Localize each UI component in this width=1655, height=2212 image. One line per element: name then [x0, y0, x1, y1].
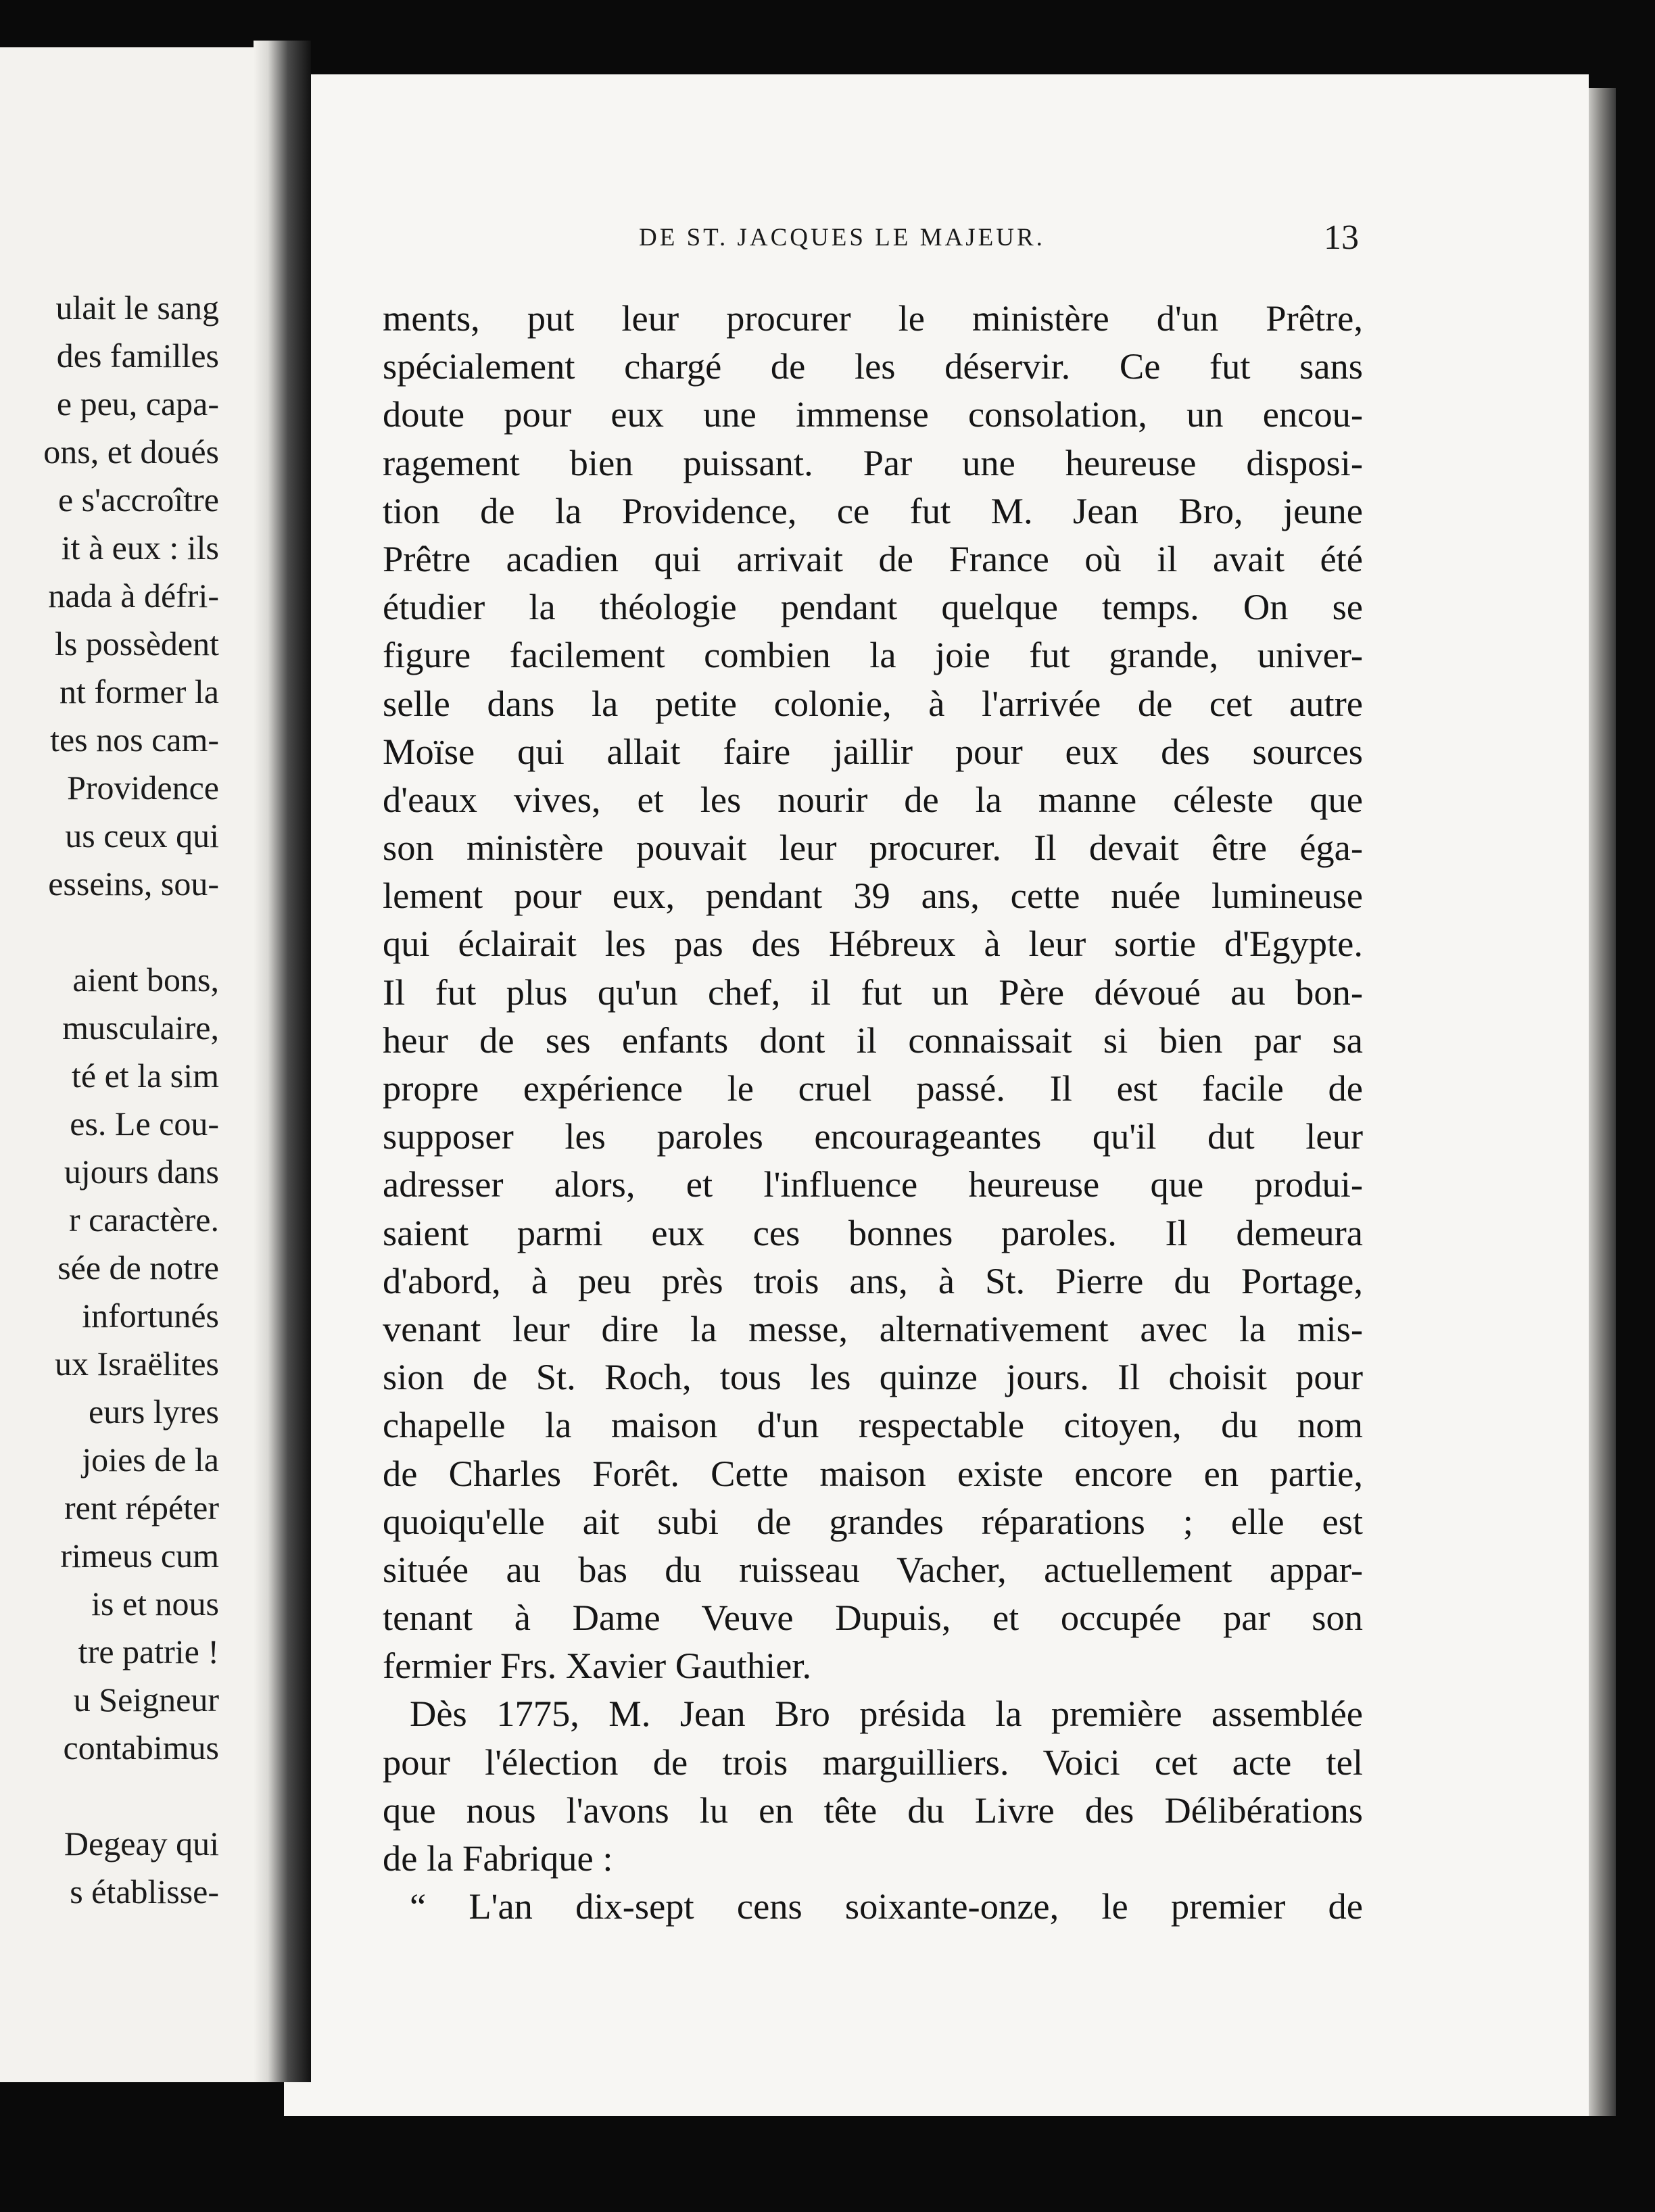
text-line: spécialement chargé de les déservir. Ce fut sans — [383, 345, 1363, 387]
text-line: de la Fabrique : — [383, 1837, 613, 1879]
text-line: son ministère pouvait leur procurer. Il devait être éga- — [383, 827, 1363, 869]
left-line: r caractère. — [69, 1201, 219, 1239]
text-line: de Charles Forêt. Cette maison existe encore en partie, — [383, 1452, 1363, 1494]
left-line: ulait le sang — [55, 289, 219, 327]
text-line: ragement bien puissant. Par une heureuse disposi- — [383, 441, 1363, 483]
text-line: pour l'élection de trois marguilliers. Voici cet acte tel — [383, 1741, 1363, 1783]
left-line: nt former la — [59, 673, 219, 711]
text-line: lement pour eux, pendant 39 ans, cette nuée lumineuse — [383, 875, 1363, 917]
left-line — [0, 908, 219, 956]
text-line: qui éclairait les pas des Hébreux à leur sortie d'Egypte. — [383, 923, 1363, 965]
left-line: s établisse- — [70, 1873, 219, 1910]
left-page-text — [0, 284, 219, 1916]
left-line: joies de la — [82, 1441, 219, 1478]
left-line: ux Israëlites — [55, 1345, 219, 1382]
left-line: is et nous — [91, 1585, 219, 1622]
text-line: tenant à Dame Veuve Dupuis, et occupée par son — [383, 1597, 1363, 1639]
left-line: des familles — [56, 337, 219, 375]
text-line: propre expérience le cruel passé. Il est facile de — [383, 1067, 1363, 1109]
text-line: d'abord, à peu près trois ans, à St. Pierre du Portage, — [383, 1259, 1363, 1301]
left-line: u Seigneur — [73, 1681, 219, 1718]
left-line: Degeay qui — [64, 1825, 219, 1862]
text-line: quoiqu'elle ait subi de grandes réparations ; elle est — [383, 1500, 1363, 1542]
text-line: fermier Frs. Xavier Gauthier. — [383, 1645, 812, 1687]
text-line: figure facilement combien la joie fut grande, univer- — [383, 634, 1363, 676]
text-line: supposer les paroles encourageantes qu'il dut leur — [383, 1115, 1363, 1157]
left-line: e s'accroître — [57, 481, 219, 519]
text-line: heur de ses enfants dont il connaissait si bien par sa — [383, 1019, 1363, 1061]
text-line: sion de St. Roch, tous les quinze jours. Il choisit pour — [383, 1356, 1363, 1398]
text-line: Dès 1775, M. Jean Bro présida la première assemblée — [410, 1693, 1363, 1735]
left-line — [0, 1772, 219, 1820]
left-line: contabimus — [63, 1729, 219, 1766]
left-line: it à eux : ils — [61, 529, 219, 567]
text-line: située au bas du ruisseau Vacher, actuellement appar- — [383, 1548, 1363, 1590]
text-line: que nous l'avons lu en tête du Livre des Délibérations — [383, 1789, 1363, 1831]
running-head: DE ST. JACQUES LE MAJEUR. — [639, 224, 1045, 251]
left-line: eurs lyres — [89, 1393, 219, 1430]
left-line: aient bons, — [72, 961, 219, 999]
text-line: d'eaux vives, et les nourir de la manne céleste que — [383, 778, 1363, 820]
text-line: Moïse qui allait faire jaillir pour eux des sources — [383, 730, 1363, 772]
left-line: ujours dans — [64, 1153, 219, 1191]
book-spine — [254, 41, 311, 2082]
text-line: chapelle la maison d'un respectable citoyen, du nom — [383, 1404, 1363, 1446]
text-line: saient parmi eux ces bonnes paroles. Il demeura — [383, 1211, 1363, 1253]
text-line: adresser alors, et l'influence heureuse que produi- — [383, 1163, 1363, 1205]
left-line: nada à défri- — [48, 577, 219, 615]
left-line: ons, et doués — [43, 433, 219, 471]
left-line: rimeus cum — [60, 1537, 219, 1574]
left-line: infortunés — [82, 1297, 219, 1335]
left-line: Providence — [67, 769, 219, 807]
text-line: venant leur dire la messe, alternativement avec la mis- — [383, 1307, 1363, 1349]
left-line: ls possèdent — [54, 625, 219, 663]
left-line: té et la sim — [72, 1057, 219, 1095]
page-number: 13 — [1324, 218, 1359, 257]
left-line: tes nos cam- — [50, 721, 219, 759]
text-line: Il fut plus qu'un chef, il fut un Père dévoué au bon- — [383, 971, 1363, 1013]
text-line: Prêtre acadien qui arrivait de France où il avait été — [383, 537, 1363, 579]
page-edge — [1589, 88, 1616, 2116]
text-line: selle dans la petite colonie, à l'arrivée de cet autre — [383, 682, 1363, 724]
left-line: esseins, sou- — [48, 865, 219, 903]
left-page — [0, 47, 291, 2082]
text-line: ments, put leur procurer le ministère d'un Prêtre, — [383, 297, 1363, 339]
left-line: rent répéter — [64, 1489, 219, 1526]
text-line: “ L'an dix-sept cens soixante-onze, le premier de — [410, 1885, 1363, 1927]
left-line: tre patrie ! — [78, 1633, 219, 1670]
left-line: es. Le cou- — [70, 1105, 219, 1143]
text-line: étudier la théologie pendant quelque temps. On se — [383, 586, 1363, 628]
text-line: doute pour eux une immense consolation, un encou- — [383, 393, 1363, 435]
left-line: sée de notre — [57, 1249, 219, 1287]
left-line: e peu, capa- — [56, 385, 219, 423]
body-text — [383, 294, 1363, 1930]
text-line: tion de la Providence, ce fut M. Jean Bro, jeune — [383, 489, 1363, 531]
left-line: musculaire, — [62, 1009, 219, 1047]
left-line: us ceux qui — [65, 817, 219, 855]
